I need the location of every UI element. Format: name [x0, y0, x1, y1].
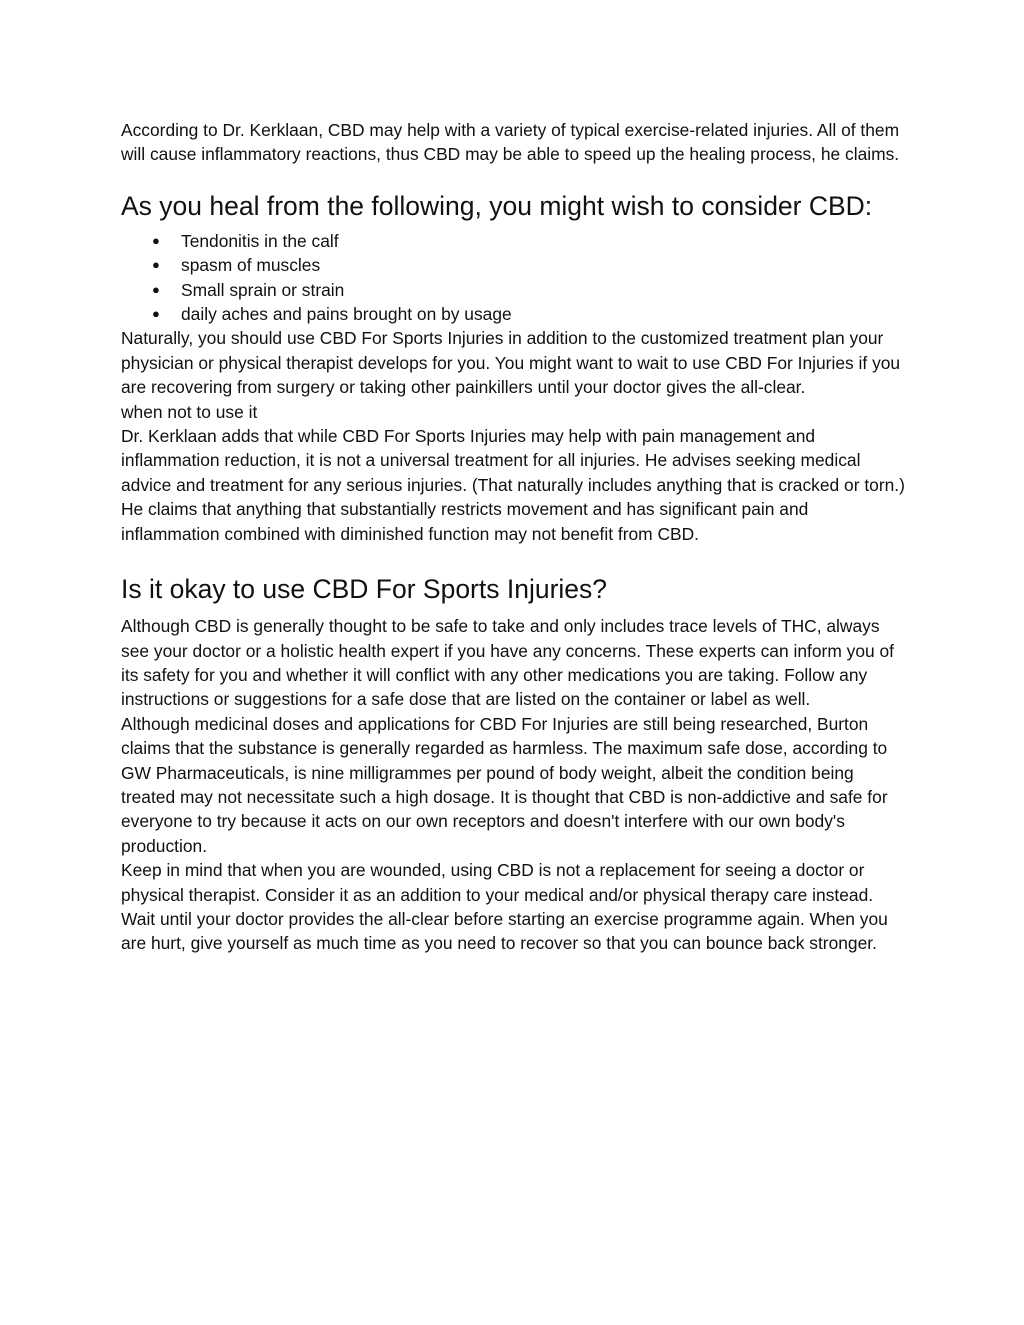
bullet-icon: ● [152, 257, 160, 273]
body-paragraph-restricts-movement: He claims that anything that substantially restricts movement and has significant pain and inflammation combined with diminished function may not benefit from CBD. [121, 499, 809, 544]
body-paragraph-treatment-plan: Naturally, you should use CBD For Sports Injuries in addition to the customized treatment plan your physician or physical therapist develops for you. You might want to wait to use CBD For Injuries if you are recovering from surgery or taking other painkillers until your doctor gives the all-clear. [121, 328, 901, 398]
list-item-text: Small sprain or strain [181, 279, 345, 300]
list-item [121, 278, 907, 302]
body-paragraph-pain-management: Dr. Kerklaan adds that while CBD For Sports Injuries may help with pain management and inflammation reduction, it is not a universal treatment for all injuries. He advises seeking medical advice and treatment for any serious injuries. (That naturally includes anything that is cracked or torn.) [121, 426, 905, 495]
list-item [121, 302, 907, 326]
body-paragraph-safety: Although CBD is generally thought to be safe to take and only includes trace levels of THC, always see your doctor or a holistic health expert if you have any concerns. These experts can inform you of its safety for you and whether it will conflict with any other medications you are taking. Follow any instructions or suggestions for a safe dose that are listed on the container or label as well. [121, 616, 895, 710]
bullet-icon: ● [152, 281, 160, 297]
list-item-text: spasm of muscles [181, 255, 321, 276]
list-item [121, 253, 907, 277]
section-heading-is-it-okay: Is it okay to use CBD For Sports Injuries? [121, 574, 608, 605]
bullet-icon: ● [152, 306, 160, 322]
list-item-text: daily aches and pains brought on by usage [181, 304, 512, 325]
body-paragraph-doses: Although medicinal doses and applications for CBD For Injuries are still being researched, Burton claims that the substance is generally regarded as harmless. The maximum safe dose, according to GW Pharmaceuticals, is nine milligrammes per pound of body weight, albeit the condition being treated may not necessitate such a high dosage. It is thought that CBD is non-addictive and safe for everyone to try because it acts on our own receptors and doesn't interfere with our own body's production. [121, 713, 888, 856]
list-item-text: Tendonitis in the calf [181, 230, 339, 251]
list-item [121, 229, 907, 253]
intro-paragraph: According to Dr. Kerklaan, CBD may help with a variety of typical exercise-related injuries. All of them will cause inflammatory reactions, thus CBD may be able to speed up the healing process, he claims. [121, 120, 900, 165]
injury-list [121, 229, 907, 327]
document-page [121, 118, 907, 956]
body-paragraph-when-not: when not to use it [121, 401, 258, 422]
body-paragraph-recovery: Keep in mind that when you are wounded, using CBD is not a replacement for seeing a doctor or physical therapist. Consider it as an addition to your medical and/or physical therapy care instead. Wait until your doctor provides the all-clear before starting an exercise programme again. When you are hurt, give yourself as much time as you need to recover so that you can bounce back stronger. [121, 860, 888, 954]
bullet-icon: ● [152, 232, 160, 248]
section-heading-consider-cbd: As you heal from the following, you might wish to consider CBD: [121, 190, 873, 221]
